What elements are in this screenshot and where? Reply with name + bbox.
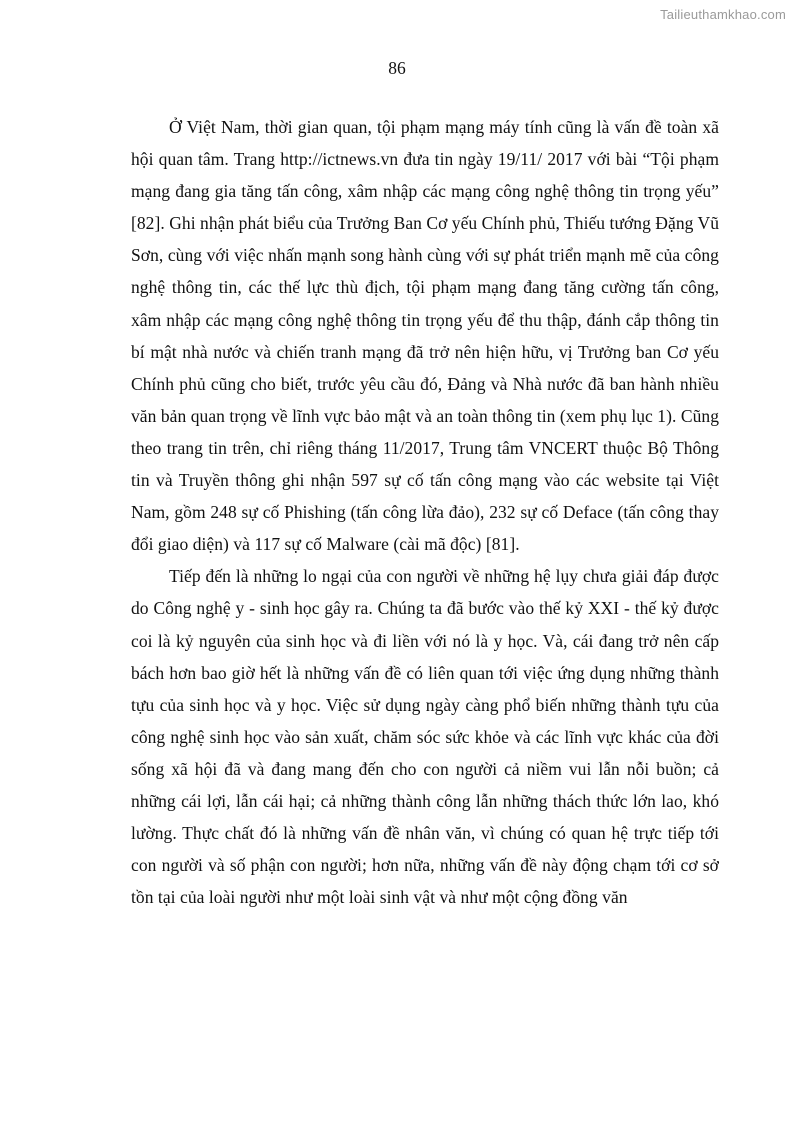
paragraph-biomedical-technology: Tiếp đến là những lo ngại của con người về những hệ lụy chưa giải đáp được do Công nghệ y - sinh học gây ra. Chúng ta đã bước vào thế kỷ XXI - thế kỷ được coi là kỷ nguyên của sinh học và đi liền với nó là y học. Và, cái đang trở nên cấp bách hơn bao giờ hết là những vấn đề có liên quan tới việc ứng dụng những thành tựu của sinh học và y học. Việc sử dụng ngày càng phổ biến những thành tựu của công nghệ sinh học vào sản xuất, chăm sóc sức khỏe và các lĩnh vực khác của đời sống xã hội đã và đang mang đến cho con người cả niềm vui lẫn nỗi buồn; cả những cái lợi, lẫn cái hại; cả những thành công lẫn những thách thức lớn lao, khó lường. Thực chất đó là những vấn đề nhân văn, vì chúng có quan hệ trực tiếp tới con người và số phận con người; hơn nữa, những vấn đề này động chạm tới cơ sở tồn tại của loài người như một loài sinh vật và như một cộng đồng văn xyxy=(131,566,719,908)
watermark: Tailieuthamkhao.com xyxy=(660,7,786,22)
paragraph-cybercrime-vietnam: Ở Việt Nam, thời gian quan, tội phạm mạng máy tính cũng là vấn đề toàn xã hội quan tâm. Trang http://ictnews.vn đưa tin ngày 19/11/ 2017 với bài “Tội phạm mạng đang gia tăng tấn công, xâm nhập các mạng công nghệ thông tin trọng yếu” [82]. Ghi nhận phát biểu của Trưởng Ban Cơ yếu Chính phủ, Thiếu tướng Đặng Vũ Sơn, cùng với việc nhấn mạnh song hành cùng với sự phát triển mạnh mẽ của công nghệ thông tin, các thế lực thù địch, tội phạm mạng đang tăng cường tấn công, xâm nhập các mạng công nghệ thông tin trọng yếu để thu thập, đánh cắp thông tin bí mật nhà nước và chiến tranh mạng đã trở nên hiện hữu, vị Trưởng ban Cơ yếu Chính phủ cũng cho biết, trước yêu cầu đó, Đảng và Nhà nước đã ban hành nhiều văn bản quan trọng về lĩnh vực bảo mật và an toàn thông tin (xem phụ lục 1). Cũng theo trang tin trên, chỉ riêng tháng 11/2017, Trung tâm VNCERT thuộc Bộ Thông tin và Truyền thông ghi nhận 597 sự cố tấn công mạng vào các website tại Việt Nam, gồm 248 sự cố Phishing (tấn công lừa đảo), 232 sự cố Deface (tấn công thay đổi giao diện) và 117 sự cố Malware (cài mã độc) [81]. xyxy=(131,117,720,555)
page-number: 86 xyxy=(388,58,406,78)
document-body xyxy=(131,111,719,913)
